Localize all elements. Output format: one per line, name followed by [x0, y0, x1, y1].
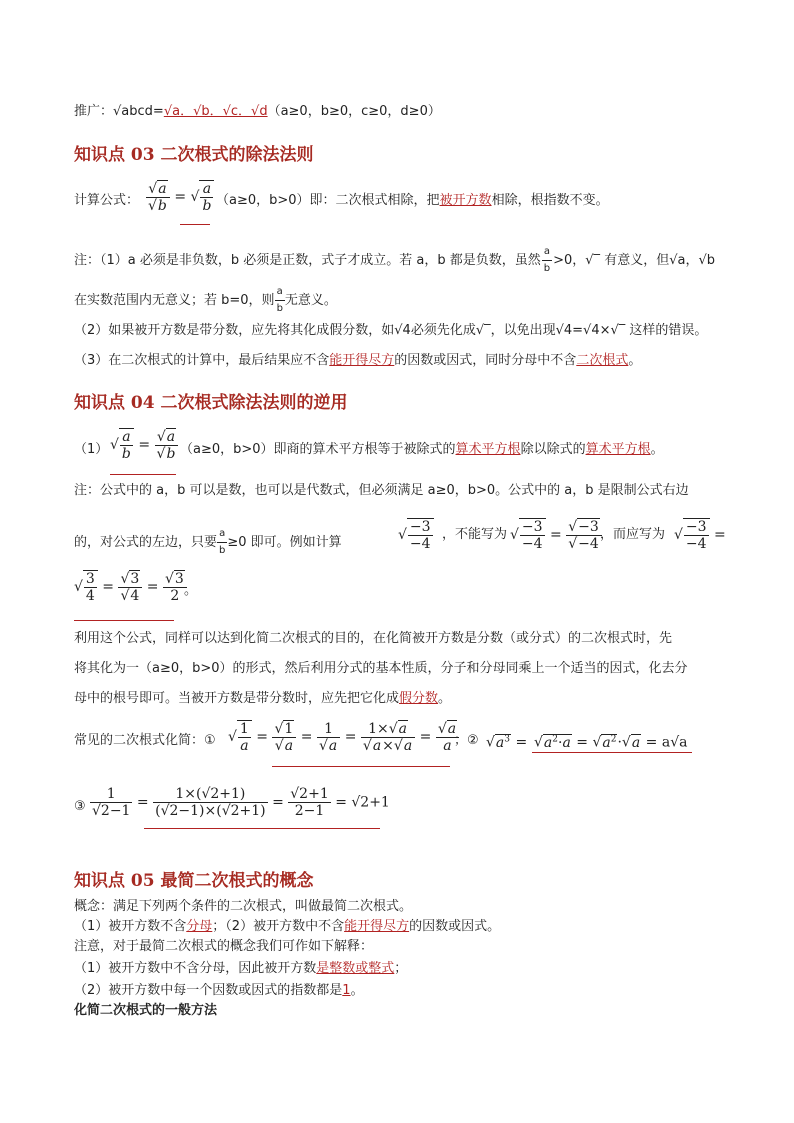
division-formula-line — [74, 182, 734, 226]
note-1b-text-2: 无意义。 — [284, 293, 337, 308]
common-circle-2: ；② — [454, 733, 479, 748]
s1-den: a — [240, 738, 249, 754]
simplify-2-expansion: $√a^2\cdot a = √a^2\cdot√a = a√a$ — [534, 734, 688, 751]
cond-term-1: 分母 — [186, 919, 213, 934]
common-simplify-line — [74, 718, 734, 766]
cond-text-3: 的因数或因式。 — [409, 919, 501, 934]
ex-num-2: −3 — [521, 519, 543, 535]
res-num-1: 3 — [85, 571, 95, 587]
cond-text-1: （1）被开方数不含 — [74, 919, 187, 934]
res-num-2: 3 — [130, 570, 140, 587]
note-1-line — [74, 244, 734, 274]
note-1b-line — [74, 284, 734, 314]
s2-result: = a√a — [645, 734, 688, 751]
note-1-text-2: >0，√‾ 有意义，但√a，√b — [553, 253, 715, 268]
inverse-note-2-text-2: ≥0 即可。例如计算 — [227, 535, 342, 550]
s3-den3: 2−1 — [294, 803, 325, 819]
inverse-note-2-line — [74, 516, 734, 556]
attn-2-text: （2）被开方数中每一个因数或因式的指数都是 — [74, 983, 343, 998]
example-sqrt-right: √ $\frac{-3}{-4}$ = — [674, 519, 726, 552]
s3-num3: √2+1 — [290, 786, 329, 802]
division-formula: $\frac{√a}{√b}$ = √ $\frac{a}{b}$ — [146, 180, 214, 214]
conditions-line — [74, 918, 734, 936]
inverse-condition: （a≥0，b>0）即商的算术平方根等于被除式的 — [180, 442, 456, 457]
inverse-mid: 除以除式的 — [520, 442, 586, 457]
para-line-2: 将其化为一（a≥0，b>0）的形式，然后利用分式的基本性质，分子和分母同乘上一个适当的因式，化去分 — [74, 661, 688, 676]
para-3-text: 母中的根号即可。当被开方数是带分数时，应先把它化成 — [74, 691, 400, 706]
s2-pow: 3 — [504, 734, 511, 744]
para-line-3 — [74, 690, 734, 708]
res-den-2: 4 — [130, 587, 140, 604]
note-3-text: （3）在二次根式的计算中，最后结果应不含 — [74, 353, 330, 368]
simplify-2: $√a^3$ = — [486, 734, 528, 751]
inverse-underline — [110, 474, 176, 475]
inverse-note-2-text-4: ，而应写为 — [600, 527, 666, 542]
inverse-term-2: 算术平方根 — [585, 442, 651, 457]
inverse-end: 。 — [650, 442, 664, 457]
simplify-3-underline — [144, 828, 380, 829]
formula-tail: 相除，根指数不变。 — [491, 193, 609, 208]
note-3-term-2: 二次根式 — [576, 353, 629, 368]
attn-1-text: （1）被开方数中不含分母，因此被开方数 — [74, 961, 317, 976]
note-1-text: 注：（1）a 必须是非负数，b 必须是正数，式子才成立。若 a，b 都是负数，虽然 — [74, 253, 541, 268]
heading-kp04: 知识点 04 二次根式除法法则的逆用 — [74, 393, 348, 413]
formula-label: 计算公式： — [74, 193, 140, 208]
inv-note-frac-den: b — [219, 545, 226, 556]
attention-line: 注意，对于最简二次根式的概念我们可作如下解释： — [74, 939, 374, 954]
ex-num-3: −3 — [578, 518, 599, 535]
s3-den: √2−1 — [92, 803, 131, 819]
generalization-line — [74, 103, 734, 121]
note-1-frac-num: a — [542, 244, 552, 261]
cond-text-2: ；（2）被开方数中不含 — [212, 919, 345, 934]
ex-num-4: −3 — [685, 519, 707, 535]
method-heading: 化简二次根式的一般方法 — [74, 1003, 218, 1018]
example-tail: 。 — [184, 583, 198, 598]
note-3-line — [74, 352, 734, 370]
inverse-note-1: 注：公式中的 a，b 可以是数，也可以是代数式，但必须满足 a≥0，b>0。公式中的 a，b 是限制公式右边 — [74, 483, 689, 498]
simplify-2-underline — [532, 752, 692, 753]
ex-num-1: −3 — [409, 519, 431, 535]
example-result-line — [74, 568, 734, 612]
example-wrong: √ $\frac{-3}{-4}$ = $\frac{√-3}{√-4}$ — [510, 518, 602, 552]
attn-1-end: ； — [394, 961, 408, 976]
s3-num2: 1×(√2+1) — [153, 786, 268, 803]
inverse-term-1: 算术平方根 — [455, 442, 521, 457]
note-1b-frac-num: a — [275, 284, 285, 301]
ex-den-1: −4 — [409, 536, 431, 552]
inv-note-frac-num: a — [217, 526, 227, 543]
inverse-formula: √ $\frac{a}{b}$ = $\frac{√a}{√b}$ — [110, 428, 178, 462]
example-sqrt-1: √ $\frac{-3}{-4}$ — [398, 518, 434, 552]
note-3-text-2: 的因数或因式，同时分母中不含 — [394, 353, 577, 368]
res-den-3: 2 — [170, 587, 180, 604]
note-3-term-1: 能开得尽方 — [329, 353, 395, 368]
s3-num: 1 — [90, 786, 132, 803]
simplify-1-underline — [272, 766, 450, 767]
generalization-lhs: √abcd= — [113, 104, 164, 119]
formula-underline — [180, 224, 210, 225]
generalization-rhs: √a．√b．√c．√d — [163, 104, 268, 119]
note-1-frac-den: b — [543, 263, 551, 274]
ex-den-4: −4 — [685, 536, 707, 552]
attn-2-term: 1 — [342, 983, 351, 998]
inverse-note-2-text-3: ，不能写为 — [442, 527, 508, 542]
ex-den-3: −4 — [578, 535, 599, 552]
note-1b-text: 在实数范围内无意义；若 b=0，则 — [74, 293, 275, 308]
para-3-term: 假分数 — [399, 691, 439, 706]
inverse-note-2-text: 的，对公式的左边，只要 — [74, 535, 218, 550]
example-result: √ $\frac{3}{4}$ = $\frac{√3}{√4}$ = $\frac{√3}{2}$ — [74, 570, 187, 604]
inverse-formula-line — [74, 428, 734, 472]
res-den-1: 4 — [85, 588, 95, 604]
formula-condition: （a≥0，b>0）即：二次根式相除，把 — [216, 193, 440, 208]
concept-line: 概念：满足下列两个条件的二次根式，叫做最简二次根式。 — [74, 899, 413, 914]
term-radicand: 被开方数 — [439, 193, 492, 208]
attn-1-term: 是整数或整式 — [316, 961, 395, 976]
common-circle-3: ③ — [74, 799, 86, 814]
heading-kp03: 知识点 03 二次根式的除法法则 — [74, 145, 314, 165]
s1-num: 1 — [239, 721, 249, 737]
s3-result: = √2+1 — [335, 794, 390, 811]
s3-den2: (√2−1)×(√2+1) — [155, 803, 266, 819]
para-3-end: 。 — [438, 691, 452, 706]
inverse-label: （1） — [74, 442, 109, 457]
attention-2-line — [74, 982, 734, 1000]
para-line-1: 利用这个公式，同样可以达到化简二次根式的目的，在化简被开方数是分数（或分式）的二次根式时，先 — [74, 631, 673, 646]
cond-term-2: 能开得尽方 — [344, 919, 410, 934]
s2-pow2: 2 — [552, 734, 559, 744]
heading-kp05: 知识点 05 最简二次根式的概念 — [74, 871, 314, 891]
common-label: 常见的二次根式化简：① — [74, 733, 216, 748]
attention-1-line — [74, 960, 734, 978]
simplify-1: √ $\frac{1}{a}$ = $\frac{√1}{√a}$ = $\frac{1}{√a}$ = $\frac{1\times√a}{√a\times√a}$ = $\frac{√a}{a}$ — [228, 720, 459, 754]
generalization-label: 推广： — [74, 104, 114, 119]
note-3-text-3: 。 — [628, 353, 642, 368]
ex-den-2: −4 — [521, 536, 543, 552]
note-2-line: （2）如果被开方数是带分数，应先将其化成假分数，如√4必须先化成√‾，以免出现√4=√4×√‾ 这样的错误。 — [74, 323, 708, 338]
example-underline — [74, 620, 174, 621]
res-num-3: 3 — [174, 570, 184, 587]
attn-2-end: 。 — [350, 983, 364, 998]
simplify-3: $\frac{1}{√2-1}$ = $\frac{1\times(√2+1)}{(√2-1)\times(√2+1)}$ = $\frac{√2+1}{2-1}$ = √2+1 — [92, 786, 390, 819]
generalization-condition: （a≥0，b≥0，c≥0，d≥0） — [267, 104, 441, 119]
simplify-3-line — [74, 784, 734, 832]
note-1b-frac-den: b — [276, 303, 283, 314]
